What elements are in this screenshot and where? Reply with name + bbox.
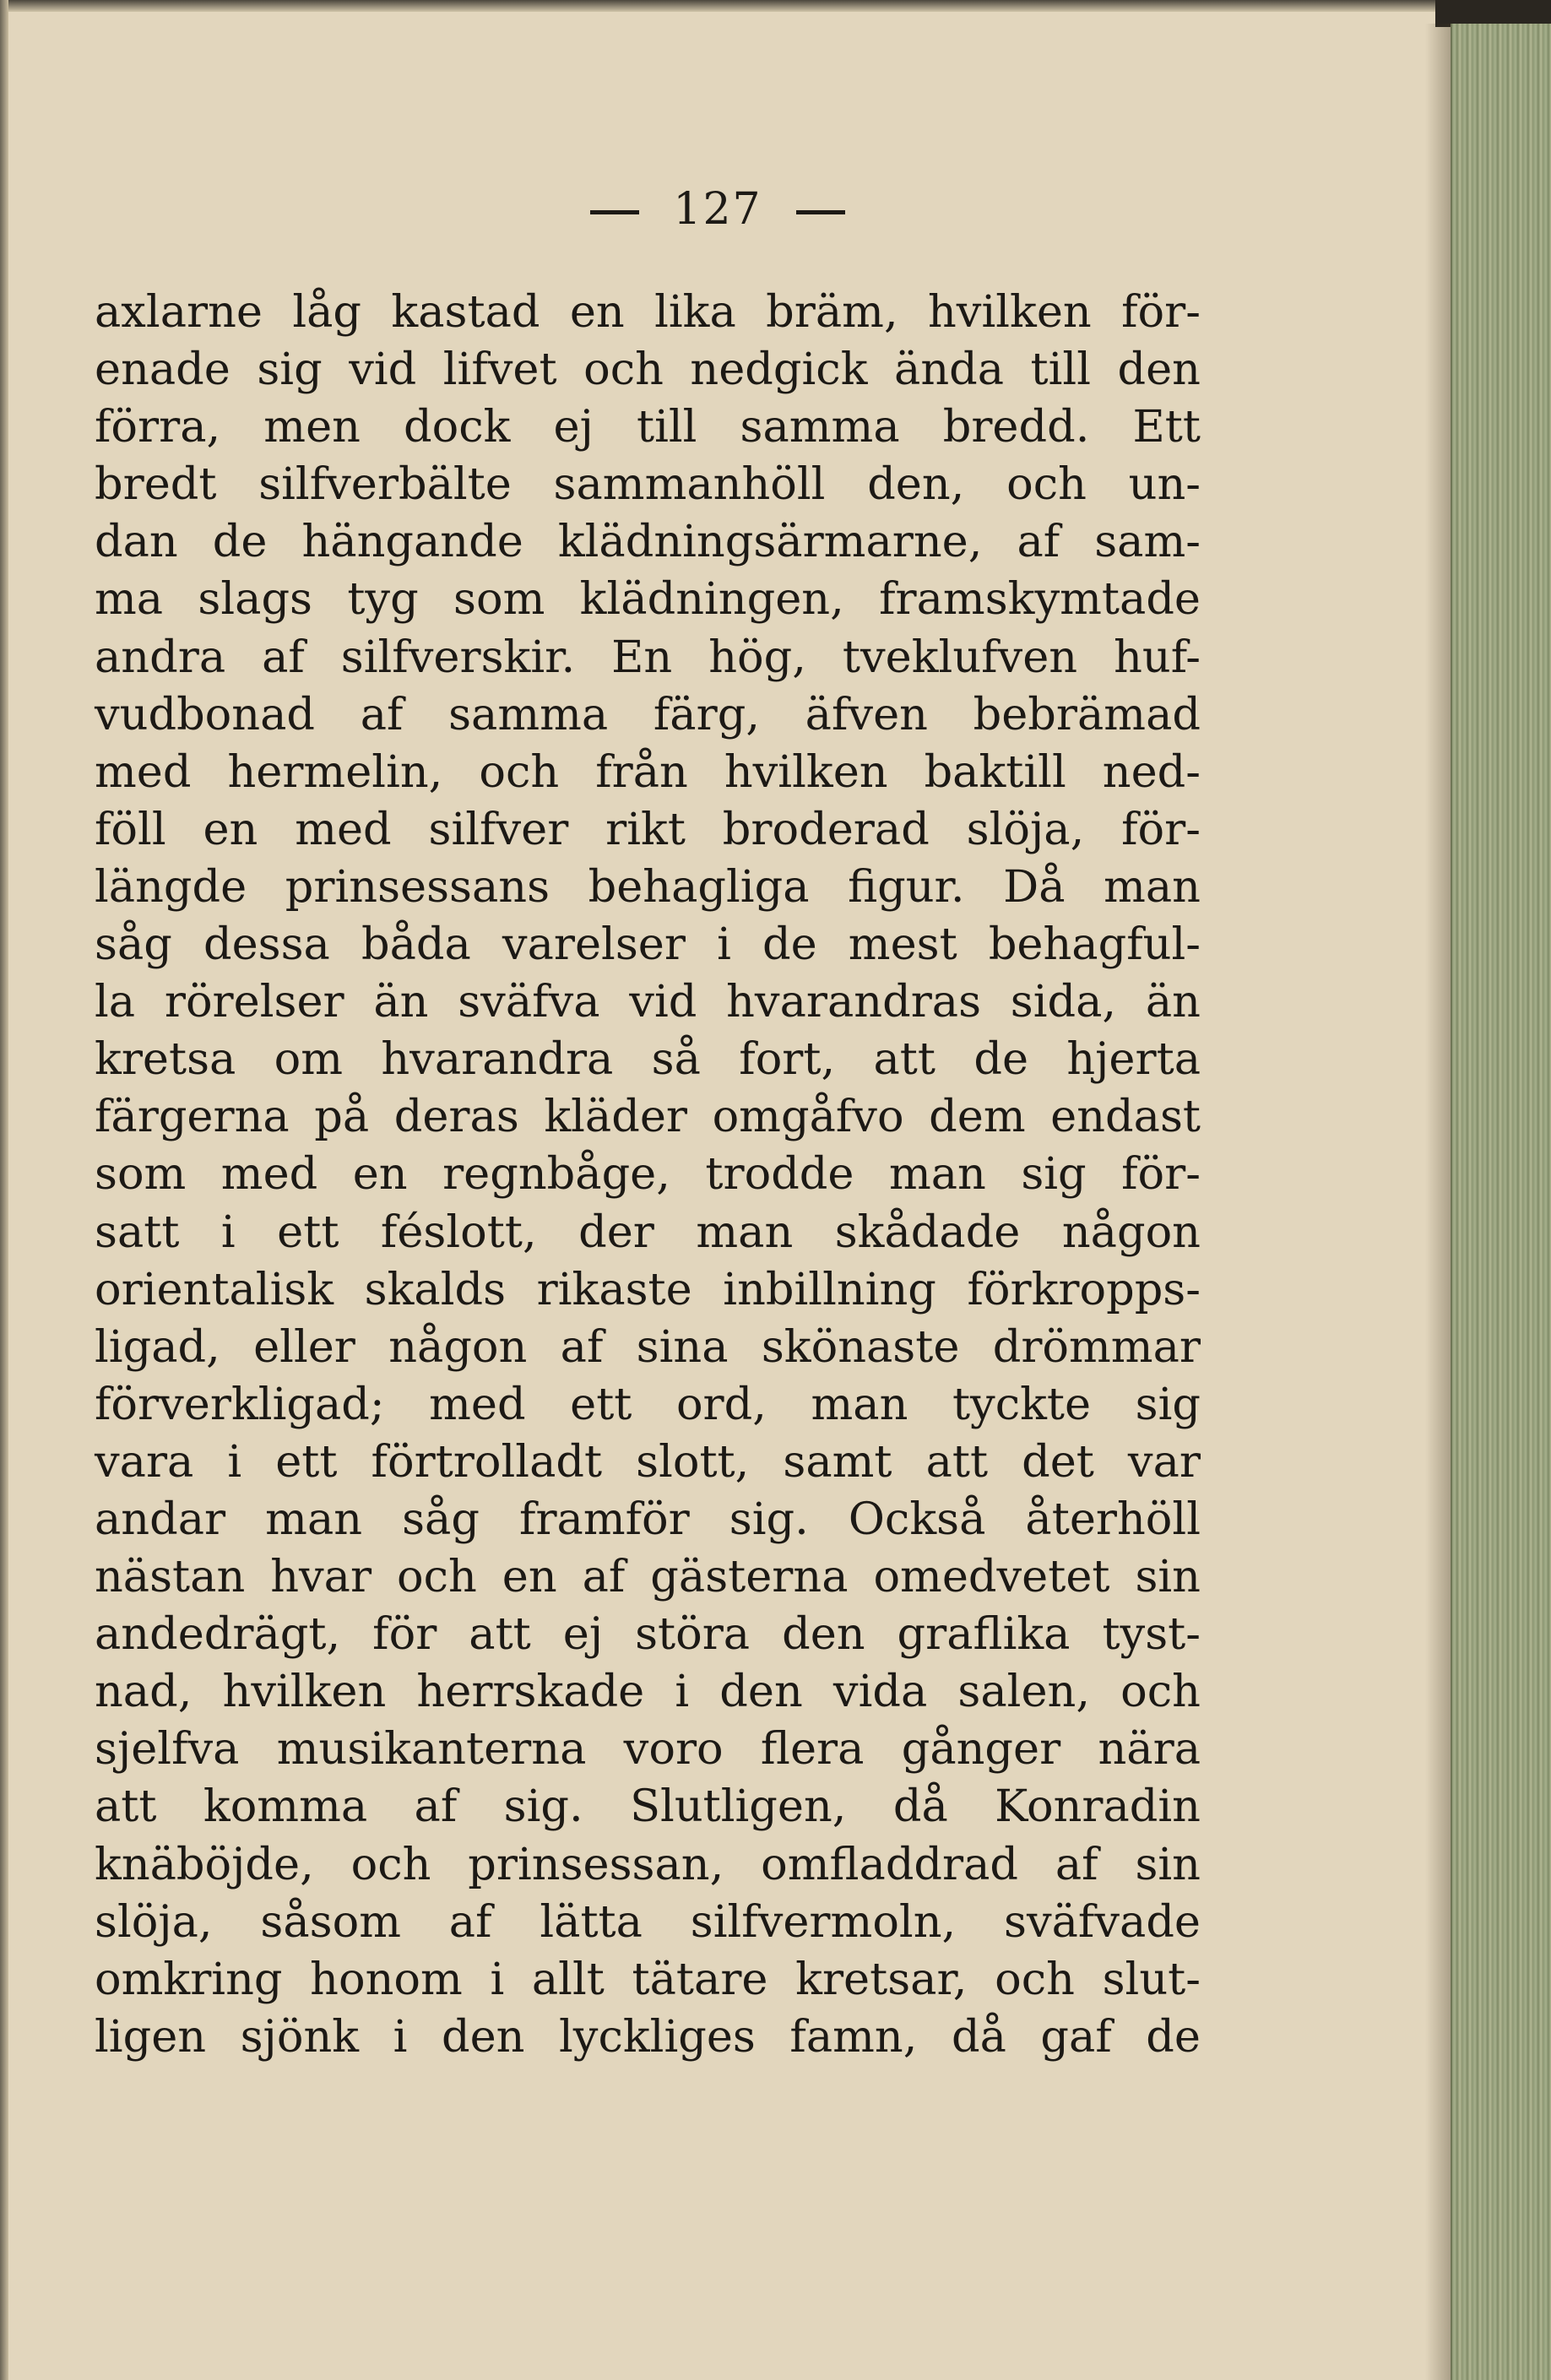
- text-line: axlarne låg kastad en lika bräm, hvilken för-: [95, 286, 1201, 338]
- text-line: knäböjde, och prinsessan, omfladdrad af sin: [95, 1838, 1201, 1890]
- text-line: ligad, eller någon af sina skönaste drömmar: [95, 1320, 1201, 1373]
- text-line: nästan hvar och en af gästerna omedvetet sin: [95, 1551, 1201, 1603]
- text-line: andedrägt, för att ej störa den graflika tyst-: [95, 1608, 1201, 1661]
- text-line: med hermelin, och från hvilken baktill ned-: [95, 745, 1201, 798]
- text-line: förra, men dock ej till samma bredd. Ett: [95, 401, 1201, 453]
- page-header: [0, 184, 1435, 235]
- text-line: ligen sjönk i den lyckliges famn, då gaf de: [95, 2010, 1201, 2063]
- text-line: såg dessa båda varelser i de mest behagful-: [95, 919, 1201, 971]
- text-line: färgerna på deras kläder omgåfvo dem endast: [95, 1091, 1201, 1143]
- text-line: dan de hängande klädningsärmarne, af sam-: [95, 516, 1201, 568]
- page-stack-fore-edge: [1451, 24, 1551, 2380]
- text-line: sjelfva musikanterna voro flera gånger nära: [95, 1723, 1201, 1776]
- body-text: [95, 284, 1201, 2066]
- fore-edge-shadow: [1425, 24, 1452, 2380]
- text-line: andar man såg framför sig. Också återhöll: [95, 1493, 1201, 1545]
- text-line: ma slags tyg som klädningen, framskymtade: [95, 573, 1201, 626]
- text-line: nad, hvilken herrskade i den vida salen, och: [95, 1666, 1201, 1718]
- text-line: enade sig vid lifvet och nedgick ända till den: [95, 344, 1201, 396]
- text-line: omkring honom i allt tätare kretsar, och slut-: [95, 1953, 1201, 2005]
- text-line: att komma af sig. Slutligen, då Konradin: [95, 1781, 1201, 1833]
- text-line: andra af silfverskir. En hög, tveklufven huf-: [95, 631, 1201, 683]
- text-line: vara i ett förtrolladt slott, samt att det var: [95, 1435, 1201, 1488]
- text-line: slöja, såsom af lätta silfvermoln, sväfvade: [95, 1895, 1201, 1948]
- text-line: bredt silfverbälte sammanhöll den, och un-: [95, 458, 1201, 511]
- header-dash-left: [590, 210, 639, 214]
- page-left-edge: [0, 0, 8, 2380]
- header-dash-right: [796, 210, 845, 214]
- text-line: förverkligad; med ett ord, man tyckte sig: [95, 1378, 1201, 1430]
- text-line: vudbonad af samma färg, äfven bebrämad: [95, 688, 1201, 740]
- text-line: la rörelser än sväfva vid hvarandras sida, än: [95, 976, 1201, 1028]
- text-line: längde prinsessans behagliga figur. Då man: [95, 860, 1201, 913]
- text-line: orientalisk skalds rikaste inbillning förkropps-: [95, 1263, 1201, 1315]
- text-line: som med en regnbåge, trodde man sig för-: [95, 1148, 1201, 1201]
- text-line: kretsa om hvarandra så fort, att de hjerta: [95, 1033, 1201, 1086]
- text-line: föll en med silfver rikt broderad slöja, för-: [95, 803, 1201, 855]
- page-number: 127: [673, 184, 762, 235]
- text-line: satt i ett féslott, der man skådade någon: [95, 1206, 1201, 1258]
- page-top-edge: [0, 0, 1551, 12]
